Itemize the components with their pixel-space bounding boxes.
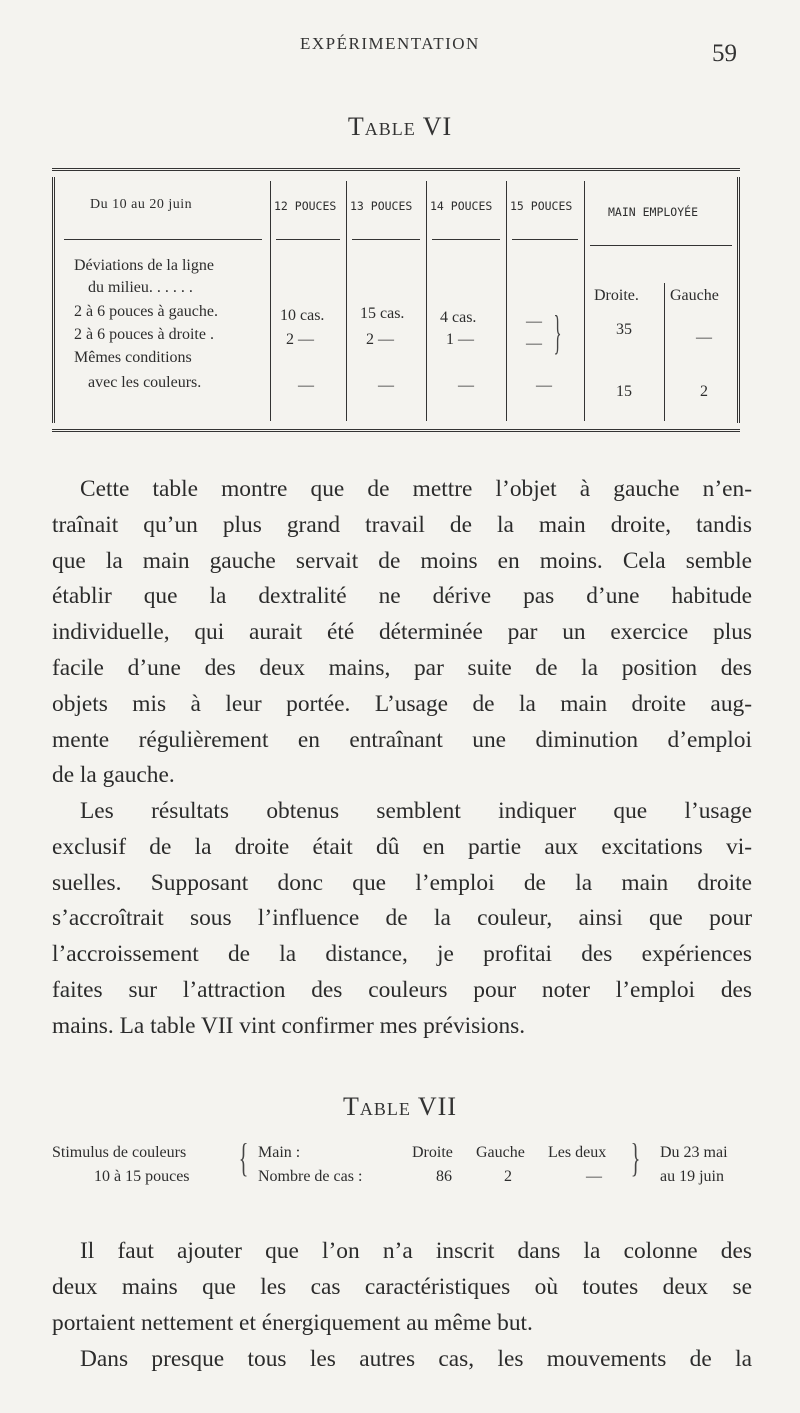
cell-14-gauche: 4 cas. (440, 309, 477, 326)
header-droite: Droite (412, 1144, 453, 1161)
cell-12-gauche: 10 cas. (280, 307, 325, 324)
header-13-pouces: 13 POUCES (350, 199, 413, 213)
color-droite: 15 (616, 383, 632, 400)
table-frame-right (737, 177, 740, 423)
text-line: portaient nettement et énergiquement au même but. (52, 1309, 533, 1336)
row-label: avec les couleurs. (88, 374, 202, 391)
header-les-deux: Les deux (548, 1144, 607, 1161)
text-line: suelles. Supposant donc que l’emploi de la main droite (52, 869, 752, 896)
text-line: facile d’une des deux mains, par suite de la position des (52, 654, 752, 681)
running-head: EXPÉRIMENTATION (300, 34, 480, 53)
text-line: Les résultats obtenus semblent indiquer que l’usage (80, 798, 752, 824)
main-label: Main : (258, 1144, 301, 1161)
header-14-pouces: 14 POUCES (430, 199, 493, 213)
table-vii (52, 1135, 752, 1190)
cell-14-droite: 1 — (446, 331, 474, 348)
column-divider (270, 181, 271, 421)
main-gauche-value: — (696, 329, 712, 346)
column-divider (584, 181, 585, 421)
text-line: Dans presque tous les autres cas, les mouvements de la (80, 1346, 752, 1372)
paragraph-3 (52, 1234, 752, 1341)
text-line: s’accroîtrait sous l’influence de la couleur, ainsi que pour (52, 905, 752, 932)
column-divider (506, 181, 507, 421)
date-start: Du 23 mai (660, 1144, 728, 1161)
text-line: l’accroissement de la distance, je profitai des expériences (52, 941, 752, 968)
header-15-pouces: 15 POUCES (510, 199, 573, 213)
cell-13-droite: 2 — (366, 331, 394, 348)
header-rule (432, 239, 500, 240)
brace: } (553, 306, 562, 359)
value-les-deux: — (586, 1168, 602, 1185)
column-divider (346, 181, 347, 421)
text-line: que la main gauche servait de moins en moins. Cela semble (52, 547, 752, 574)
row-label: 2 à 6 pouces à gauche. (74, 303, 218, 320)
table-vi-title: TABLE VI (347, 112, 453, 141)
page-number: 59 (712, 40, 737, 67)
text-line: exclusif de la droite était dû en partie aux excitations vi- (52, 833, 752, 860)
header-main-employee: MAIN EMPLOYÉE (608, 205, 699, 219)
table-vii-title: TABLE VII (342, 1092, 457, 1121)
row-label: Mêmes conditions (74, 349, 192, 366)
column-divider (664, 283, 665, 421)
color-13: — (378, 377, 394, 394)
header-period: Du 10 au 20 juin (90, 197, 193, 212)
distance-label: 10 à 15 pouces (94, 1168, 190, 1185)
value-droite: 86 (436, 1168, 452, 1185)
header-rule (276, 239, 340, 240)
color-14: — (458, 377, 474, 394)
table-frame-left (52, 177, 55, 423)
cell-13-gauche: 15 cas. (360, 305, 405, 322)
text-line: objets mis à leur portée. L’usage de la main droite aug- (52, 690, 752, 717)
left-brace: { (238, 1135, 249, 1180)
date-end: au 19 juin (660, 1168, 724, 1185)
paragraph-1 (52, 472, 752, 794)
table-vi (52, 168, 740, 432)
text-line: traînait qu’un plus grand travail de la main droite, tandis (52, 511, 752, 538)
column-divider (426, 181, 427, 421)
right-brace: } (630, 1135, 641, 1180)
header-rule (352, 239, 420, 240)
text-line: mente régulièrement en entraînant une diminution d’emploi (52, 726, 752, 753)
text-line: mains. La table VII vint confirmer mes prévisions. (52, 1012, 526, 1039)
header-rule (64, 239, 262, 240)
color-gauche: 2 (700, 383, 708, 400)
text-line: Il faut ajouter que l’on n’a inscrit dans la colonne des (80, 1238, 752, 1264)
cases-label: Nombre de cas : (258, 1168, 363, 1185)
color-15: — (536, 377, 552, 394)
cell-15-droite: — (526, 335, 542, 352)
row-label: Déviations de la ligne (74, 257, 214, 274)
text-line: individuelle, qui aurait été déterminée par un exercice plus (52, 619, 752, 646)
subheader-droite: Droite. (594, 287, 639, 304)
text-line: de la gauche. (52, 762, 175, 789)
row-label: 2 à 6 pouces à droite . (74, 326, 214, 343)
main-droite-value: 35 (616, 321, 632, 338)
text-line: établir que la dextralité ne dérive pas d’une habitude (52, 583, 752, 610)
header-gauche: Gauche (476, 1144, 525, 1161)
header-rule (590, 245, 732, 246)
text-line: Cette table montre que de mettre l’objet à gauche n’en- (80, 476, 752, 502)
value-gauche: 2 (504, 1168, 512, 1185)
row-label: du milieu. . . . . . (88, 279, 193, 296)
paragraph-2 (52, 794, 752, 1045)
subheader-gauche: Gauche (670, 287, 719, 304)
text-line: faites sur l’attraction des couleurs pour noter l’emploi des (52, 976, 752, 1003)
paragraph-4 (52, 1342, 752, 1378)
text-line: deux mains que les cas caractéristiques où toutes deux se (52, 1273, 752, 1300)
header-rule (512, 239, 578, 240)
cell-12-droite: 2 — (286, 331, 314, 348)
stimulus-label: Stimulus de couleurs (52, 1144, 187, 1161)
cell-15-gauche: — (526, 313, 542, 330)
color-12: — (298, 377, 314, 394)
header-12-pouces: 12 POUCES (274, 199, 337, 213)
